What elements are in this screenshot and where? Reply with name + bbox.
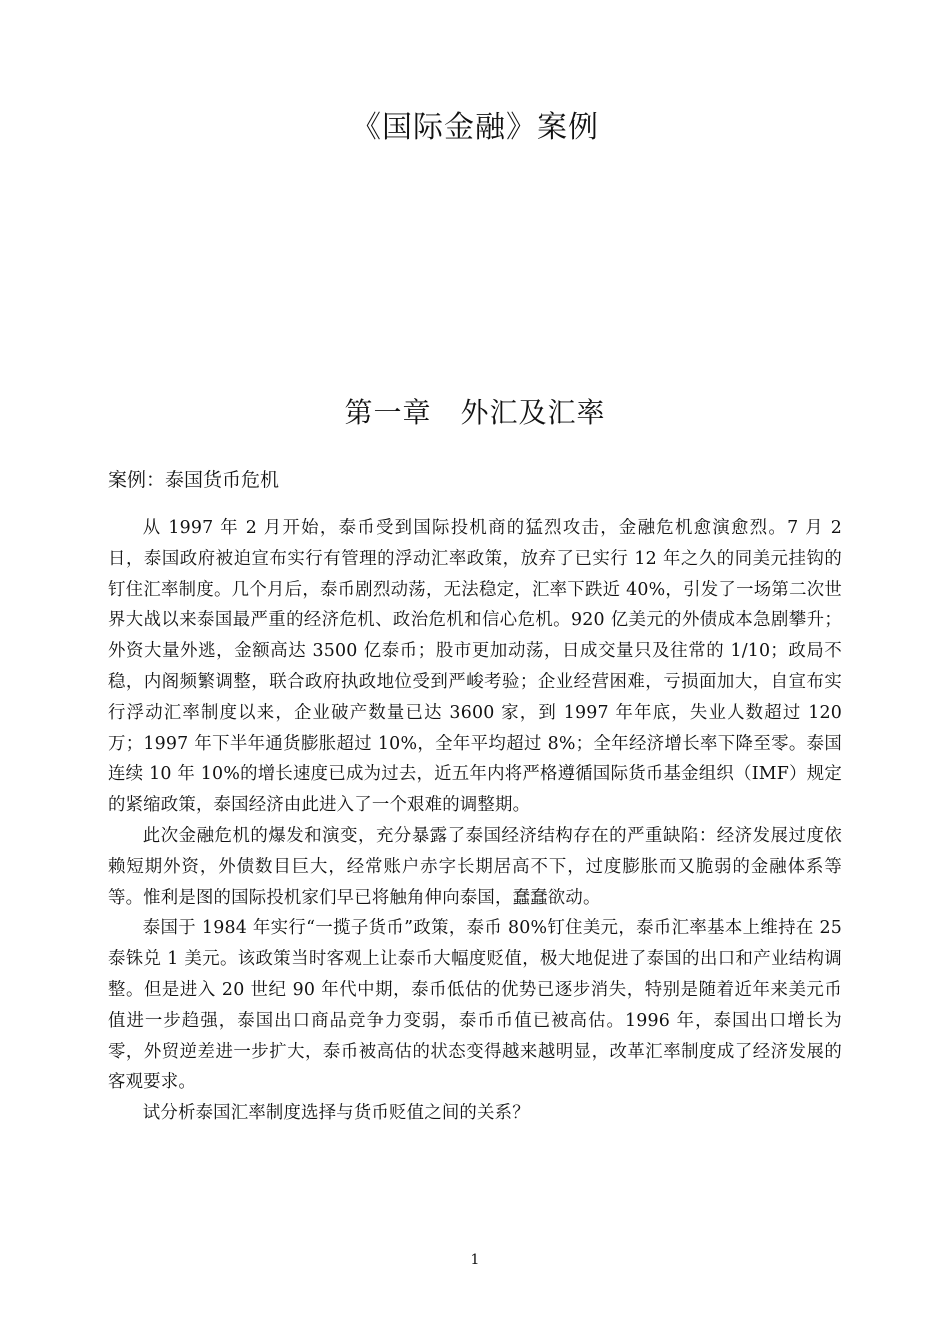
paragraph-1: 从 1997 年 2 月开始，泰币受到国际投机商的猛烈攻击，金融危机愈演愈烈。7 月 2 日，泰国政府被迫宣布实行有管理的浮动汇率政策，放弃了已实行 12 年之久的同美元挂钩的钉住汇率制度。几个月后，泰币剧烈动荡，无法稳定，汇率下跌近 40%，引发了一场第二次世界大战以来泰国最严重的经济危机、政治危机和信心危机。920 亿美元的外债成本急剧攀升；外资大量外逃，金额高达 3500 亿泰币；股市更加动荡，日成交量只及往常的 1/10；政局不稳，内阁频繁调整，联合政府执政地位受到严峻考验；企业经营困难，亏损面加大，自宣布实行浮动汇率制度以来，企业破产数量已达 3600 家，到 1997 年年底，失业人数超过 120 万；1997 年下半年通货膨胀超过 10%，全年平均超过 8%；全年经济增长率下降至零。泰国连续 10 年 10%的增长速度已成为过去，近五年内将严格遵循国际货币基金组织（IMF）规定的紧缩政策，泰国经济由此进入了一个艰难的调整期。 xyxy=(108,518,842,816)
paragraph-2: 此次金融危机的爆发和演变，充分暴露了泰国经济结构存在的严重缺陷：经济发展过度依赖短期外资，外债数目巨大，经常账户赤字长期居高不下，过度膨胀而又脆弱的金融体系等等。惟利是图的国际投机家们早已将触角伸向泰国，蠢蠢欲动。 xyxy=(108,825,842,908)
page-number: 1 xyxy=(470,1252,480,1268)
discussion-question: 试分析泰国汇率制度选择与货币贬值之间的关系？ xyxy=(142,1103,530,1124)
case-heading: 案例：泰国货币危机 xyxy=(108,469,280,491)
document-title: 《国际金融》案例 xyxy=(351,110,599,145)
case-body xyxy=(108,513,842,1129)
paragraph-3: 泰国于 1984 年实行“一揽子货币”政策，泰币 80%钉住美元，泰币汇率基本上维持在 25 泰铢兑 1 美元。该政策当时客观上让泰币大幅度贬值，极大地促进了泰国的出口和产业结构调整。但是进入 20 世纪 90 年代中期，泰币低估的优势已逐步消失，特别是随着近年来美元币值进一步趋强，泰国出口商品竞争力变弱，泰币币值已被高估。1996 年，泰国出口增长为零，外贸逆差进一步扩大，泰币被高估的状态变得越来越明显，改革汇率制度成了经济发展的客观要求。 xyxy=(108,918,842,1093)
chapter-title: 第一章 外汇及汇率 xyxy=(344,396,606,429)
